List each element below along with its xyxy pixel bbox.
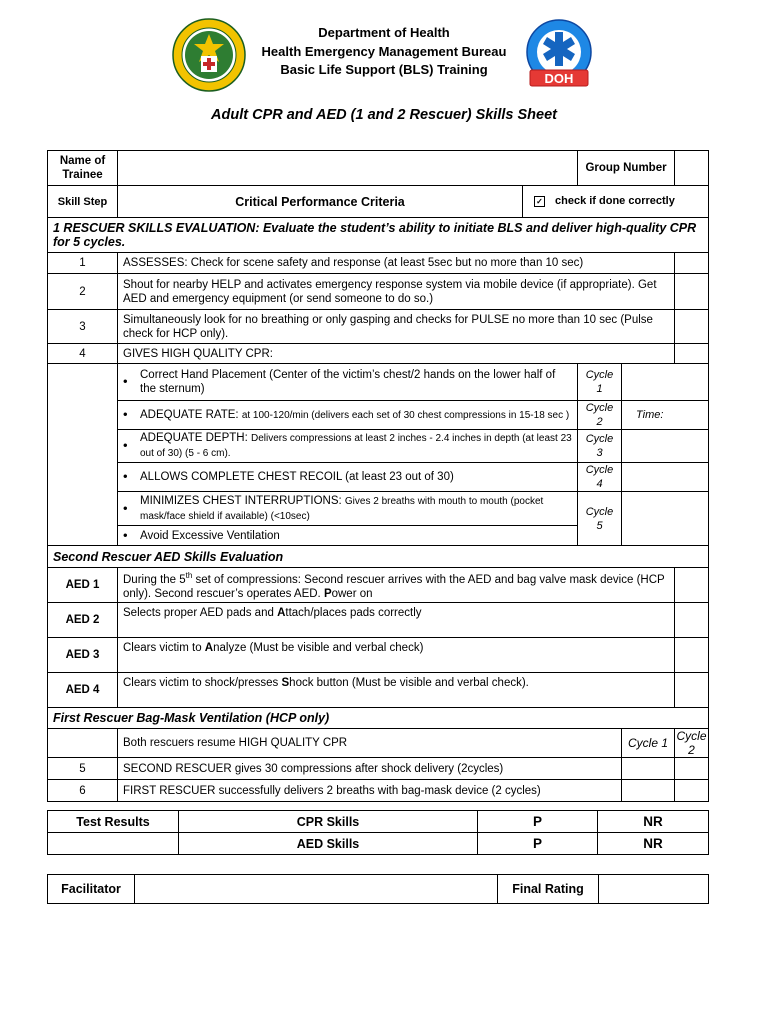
resume-number-cell [48,729,118,758]
bullet-row-4 [48,463,709,492]
cycle-check-cell[interactable] [622,492,709,546]
cycle-check-cell[interactable] [622,463,709,492]
section-2-title: Second Rescuer AED Skills Evaluation [48,546,709,568]
aed-text-part: ttach/places pads correctly [285,607,422,619]
aed-check-cell[interactable] [675,603,709,638]
aed-check-cell[interactable] [675,673,709,708]
bullet-text: Correct Hand Placement (Center of the victim’s chest/2 hands on the lower half of the sternum) [140,369,556,395]
name-label: Name of Trainee [48,151,118,186]
group-input-cell[interactable] [675,151,709,186]
aed-check-cell[interactable] [675,568,709,603]
aed-step-number: AED 3 [48,638,118,673]
hemb-doh-logo-icon [516,18,602,92]
cycle-label: Cycle 1 [578,364,622,401]
step-number: 1 [48,253,118,274]
facilitator-table [47,874,709,904]
check-label: check if done correctly [555,195,675,207]
bag-mask-cycle-1: Cycle 1 [622,729,675,758]
time-label: Time: [622,401,709,430]
section-3-title: First Rescuer Bag-Mask Ventilation (HCP only) [48,708,709,729]
step-check-cell[interactable] [675,310,709,344]
test-results-table [47,810,709,855]
section-1-row [48,218,709,253]
document-title: Adult CPR and AED (1 and 2 Rescuer) Skills Sheet [211,107,557,123]
header-department: Department of Health [318,25,450,40]
final-step-row-5 [48,758,709,780]
step-number: 2 [48,274,118,310]
aed-text-part: set of compressions: Second rescuer arrives with the AED and bag valve mask device (HCP only). Second rescuer’s operates AED. [123,573,665,600]
facilitator-row [48,875,709,904]
aed-step-text [118,568,675,603]
cycle-label: Cycle 3 [578,430,622,463]
aed-text-part: During the 5 [123,573,186,586]
aed-step-number: AED 4 [48,673,118,708]
aed-text-part: Selects proper AED pads and [123,607,278,619]
header-text [0,24,768,80]
skills-table [47,150,709,802]
test-results-label: Test Results [48,811,179,833]
header-row [48,186,709,218]
cycle-label: Cycle 4 [578,463,622,492]
aed-step-number: AED 1 [48,568,118,603]
aed-text-part: ower on [331,587,373,600]
aed-text-part: Clears victim to [123,642,205,654]
bullet-number-cell [48,364,118,546]
cpr-skills-label: CPR Skills [179,811,478,833]
bullet-row-5 [48,492,709,526]
step-row-4 [48,344,709,364]
step-check-cell[interactable] [675,274,709,310]
section-2-row [48,546,709,568]
bullet-row-3 [48,430,709,463]
logo-doh-text: DOH [544,71,574,86]
step-number: 3 [48,310,118,344]
step-text: Simultaneously look for no breathing or only gasping and checks for PULSE no more than 10 sec (Pulse check for HCP only). [118,310,675,344]
cycle-2-check-cell[interactable] [675,758,709,780]
bullet-text: ADEQUATE DEPTH: [140,432,251,444]
step-check-cell[interactable] [675,253,709,274]
step-row-1 [48,253,709,274]
criteria-bullet [118,526,578,546]
cycle-label: Cycle 2 [578,401,622,430]
criteria-bullet [118,492,578,526]
aed-key-letter: A [277,607,286,619]
final-step-row-6 [48,780,709,802]
results-row-cpr [48,811,709,833]
group-label: Group Number [578,151,675,186]
aed-text-part: hock button (Must be visible and verbal check). [289,677,529,689]
aed-step-number: AED 2 [48,603,118,638]
bullet-row-1 [48,364,709,401]
bullet-text: ALLOWS COMPLETE CHEST RECOIL (at least 23 out of 30) [140,471,454,483]
aed-step-text [118,673,675,708]
aed-key-letter: P [323,587,332,600]
criteria-bullet [118,430,578,463]
section-3-row [48,708,709,729]
name-row [48,151,709,186]
step-text: ASSESSES: Check for scene safety and response (at least 5sec but no more than 10 sec) [118,253,675,274]
cycle-1-check-cell[interactable] [622,758,675,780]
header-training: Basic Life Support (BLS) Training [280,62,488,77]
aed-pass-option[interactable]: P [478,833,598,855]
checkbox-checked-icon: ✓ [534,196,545,207]
step-text: FIRST RESCUER successfully delivers 2 breaths with bag-mask device (2 cycles) [118,780,622,802]
bullet-detail: Gives 2 breaths with mouth to mouth (pocket mask/face shield if available) (<10sec) [140,495,544,522]
aed-row-4 [48,673,709,708]
aed-check-cell[interactable] [675,638,709,673]
bullet-text: MINIMIZES CHEST INTERRUPTIONS: [140,494,345,507]
aed-text-part: Clears victim to shock/presses [123,677,282,689]
facilitator-label: Facilitator [48,875,135,904]
cycle-check-cell[interactable] [622,430,709,463]
step-text: Shout for nearby HELP and activates emergency response system via mobile device (if appropriate). Get AED and emergency equipment (or send someone to do so.) [118,274,675,310]
bag-mask-cycle-2: Cycle 2 [676,729,707,757]
cycle-2-check-cell[interactable] [675,780,709,802]
aed-text-sup: th [185,571,193,581]
criteria-bullet [118,401,578,430]
aed-needs-remediation-option[interactable]: NR [598,833,709,855]
aed-step-text [118,603,675,638]
step-number: 5 [48,758,118,780]
aed-key-letter: A [204,642,214,654]
criteria-bullet [118,463,578,492]
aed-skills-label: AED Skills [179,833,478,855]
step-text: SECOND RESCUER gives 30 compressions after shock delivery (2cycles) [118,758,622,780]
results-empty-cell [48,833,179,855]
aed-step-text [118,638,675,673]
criteria-bullet [118,364,578,401]
bullet-text: Avoid Excessive Ventilation [140,529,280,542]
facilitator-input-cell[interactable] [135,875,498,904]
aed-row-3 [48,638,709,673]
bullet-detail: Delivers compressions at least 2 inches - 2.4 inches in depth (at least 23 out of 30) (5 - 6 cm). [140,433,572,459]
skill-step-header: Skill Step [48,186,118,218]
name-input-cell[interactable] [118,151,578,186]
cpr-pass-option[interactable]: P [478,811,598,833]
bullet-detail: at 100-120/min (delivers each set of 30 chest compressions in 15-18 sec ) [241,409,570,421]
step-row-2 [48,274,709,310]
step-row-3 [48,310,709,344]
section-1-title: 1 RESCUER SKILLS EVALUATION: Evaluate the student’s ability to initiate BLS and deliver high-quality CPR for 5 cycles. [48,218,709,253]
cycle-label: Cycle 5 [578,492,622,546]
final-rating-input-cell[interactable] [599,875,709,904]
step-number: 4 [48,344,118,364]
cycle-check-cell[interactable] [622,364,709,401]
resume-row [48,729,709,758]
check-header [523,186,709,218]
aed-row-2 [48,603,709,638]
step-check-cell[interactable] [675,344,709,364]
aed-row-1 [48,568,709,603]
step-text: GIVES HIGH QUALITY CPR: [118,344,675,364]
header-bureau: Health Emergency Management Bureau [261,43,507,59]
step-number: 6 [48,780,118,802]
cycle-1-check-cell[interactable] [622,780,675,802]
resume-text: Both rescuers resume HIGH QUALITY CPR [118,729,622,758]
criteria-header: Critical Performance Criteria [118,186,523,218]
bullet-text: ADEQUATE RATE: [140,408,242,421]
bullet-row-2 [48,401,709,430]
aed-text-part: nalyze (Must be visible and verbal check) [213,642,424,654]
cpr-needs-remediation-option[interactable]: NR [598,811,709,833]
final-rating-label: Final Rating [498,875,599,904]
aed-key-letter: S [281,677,290,689]
results-row-aed [48,833,709,855]
